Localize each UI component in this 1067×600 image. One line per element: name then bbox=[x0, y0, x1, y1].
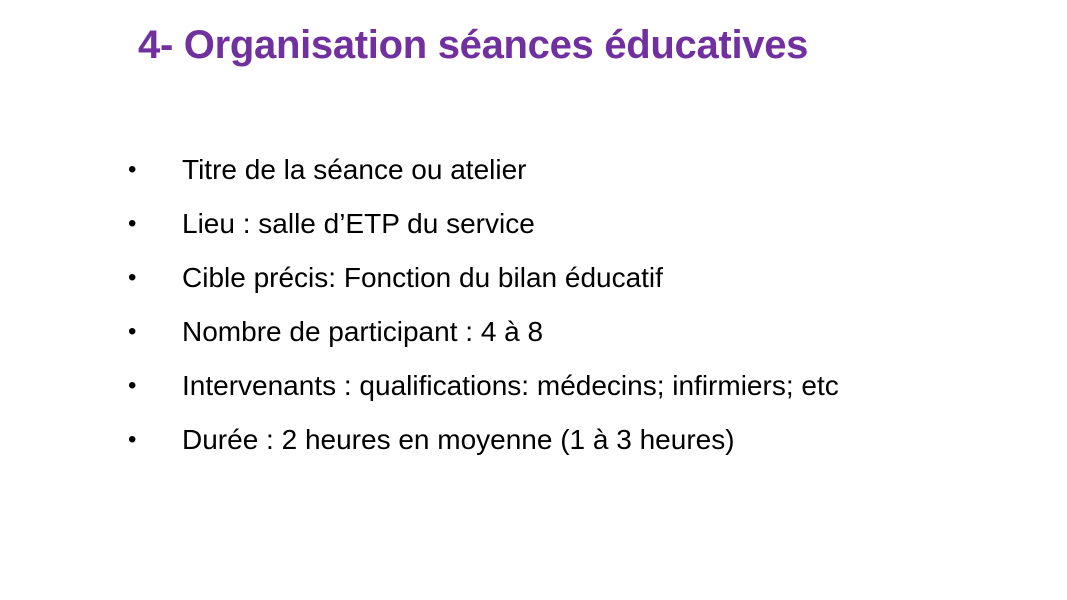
bullet-text-participants: Nombre de participant : 4 à 8 bbox=[182, 316, 544, 347]
bullet-icon: • bbox=[128, 426, 137, 453]
bullet-icon: • bbox=[128, 264, 137, 291]
list-item bbox=[124, 256, 964, 300]
list-item bbox=[124, 202, 964, 246]
bullet-icon: • bbox=[128, 156, 137, 183]
bullet-icon: • bbox=[128, 372, 137, 399]
bullet-text-target: Cible précis: Fonction du bilan éducatif bbox=[182, 262, 663, 293]
bullet-text-location: Lieu : salle d’ETP du service bbox=[182, 208, 535, 239]
list-item bbox=[124, 364, 964, 408]
list-item bbox=[124, 148, 964, 192]
list-item bbox=[124, 310, 964, 354]
bullet-text-duration: Durée : 2 heures en moyenne (1 à 3 heures) bbox=[182, 424, 735, 455]
bullet-icon: • bbox=[128, 318, 137, 345]
bullet-icon: • bbox=[128, 210, 137, 237]
slide-title: 4- Organisation séances éducatives bbox=[138, 23, 809, 67]
bullet-text-speakers: Intervenants : qualifications: médecins; infirmiers; etc bbox=[182, 370, 839, 401]
bullet-text-title: Titre de la séance ou atelier bbox=[182, 154, 527, 185]
list-item bbox=[124, 418, 964, 462]
bullet-list bbox=[124, 148, 964, 472]
